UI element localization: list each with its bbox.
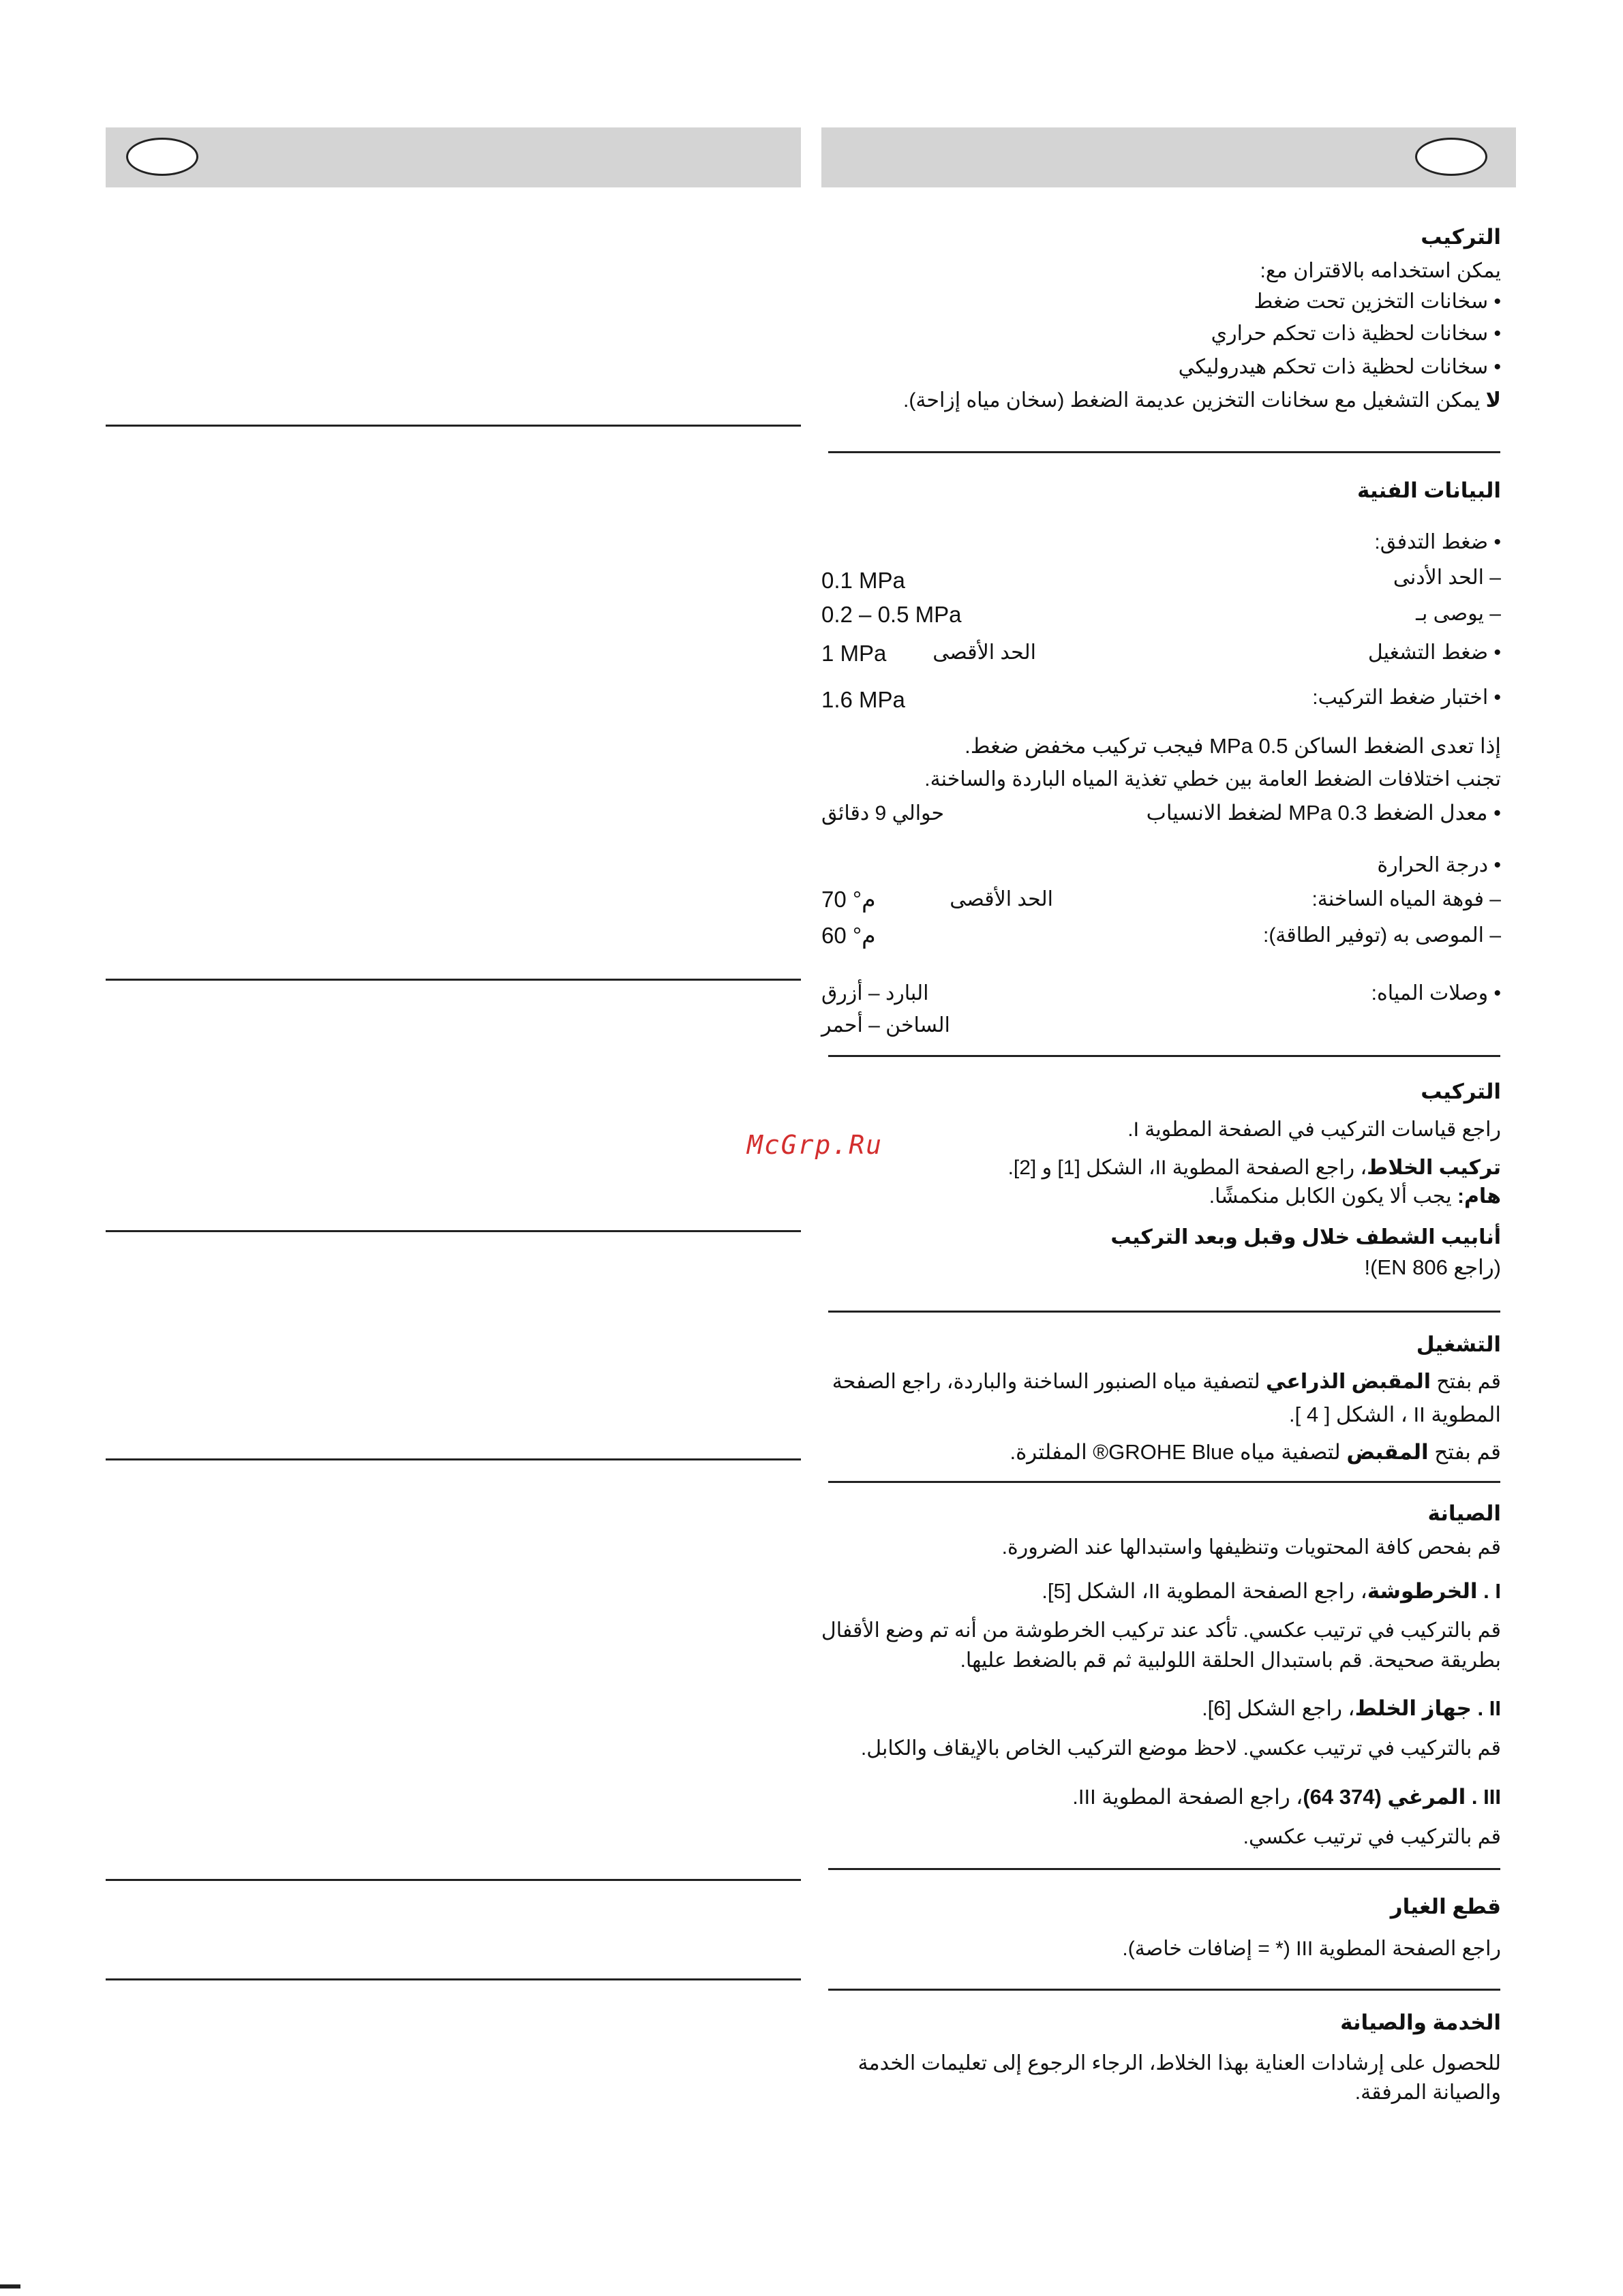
operating-pressure-value: 1 MPa — [821, 641, 887, 666]
watermark: McGrp.Ru — [747, 1130, 883, 1160]
energy-saving-label: – الموصى به (توفير الطاقة): — [1262, 924, 1501, 947]
mounting-title: التركيب — [1421, 1080, 1501, 1103]
left-divider-2 — [106, 979, 801, 981]
left-divider-4 — [106, 1458, 801, 1460]
operation-lever-line — [832, 1370, 1501, 1394]
recommended-pressure-value: 0.2 – 0.5 MPa — [821, 602, 962, 627]
installation-intro: يمكن استخدامه بالاقتران مع: — [1260, 260, 1501, 282]
installation-note — [903, 388, 1501, 413]
hot-water-max-label: الحد الأقصى — [950, 888, 1053, 910]
aerator-heading-text: ، راجع الصفحة المطوية III. — [1072, 1785, 1303, 1809]
static-pressure-note: إذا تعدى الضغط الساكن 0.5 MPa فيجب تركيب مخفض ضغط. — [965, 734, 1501, 758]
test-pressure-value: 1.6 MPa — [821, 687, 905, 712]
aerator-body: قم بالتركيب في ترتيب عكسي. — [1243, 1826, 1501, 1848]
operation-handle-prefix: قم بفتح — [1428, 1440, 1501, 1464]
flow-rate-label: • معدل الضغط 0.3 MPa لضغط الانسياب — [1146, 801, 1501, 825]
left-divider-5 — [106, 1879, 801, 1881]
hot-water-max-value: 70 °م — [821, 887, 876, 912]
service-title: الخدمة والصيانة — [1340, 2010, 1501, 2034]
flow-rate-value: حوالي 9 دقائق — [821, 802, 945, 825]
mounting-dimensions-line: راجع قياسات التركيب في الصفحة المطوية I. — [1127, 1118, 1501, 1141]
aerator-heading-bold: III . المرغي (374 64) — [1303, 1785, 1501, 1809]
left-column-header-band — [106, 127, 801, 187]
language-badge-oval-left — [126, 138, 198, 176]
important-cable-note — [1209, 1184, 1501, 1209]
installation-item: • سخانات التخزين تحت ضغط — [1254, 290, 1501, 313]
cartridge-heading — [1042, 1579, 1501, 1604]
mixing-device-heading-bold: II . جهاز الخلط — [1354, 1696, 1501, 1720]
operation-handle-text: لتصفية مياه GROHE Blue® المفلترة. — [1010, 1440, 1347, 1464]
installation-item: • سخانات لحظية ذات تحكم حراري — [1211, 322, 1501, 345]
service-line: للحصول على إرشادات العناية بهذا الخلاط، الرجاء الرجوع إلى تعليمات الخدمة — [858, 2052, 1501, 2075]
maintenance-intro: قم بفحص كافة المحتويات وتنظيفها واستبدالها عند الضرورة. — [1001, 1536, 1501, 1559]
operation-title: التشغيل — [1416, 1332, 1501, 1356]
installation-note-text: يمكن التشغيل مع سخانات التخزين عديمة الضغط (سخان مياه إزاحة). — [903, 389, 1486, 412]
flush-pipes-line: أنابيب الشطف خلال وقبل وبعد التركيب — [1110, 1226, 1501, 1249]
spare-parts-line: راجع الصفحة المطوية III (* = إضافات خاصة). — [1122, 1938, 1501, 1960]
cold-connection-value: البارد – أزرق — [821, 982, 929, 1005]
installation-item: • سخانات لحظية ذات تحكم هيدروليكي — [1178, 356, 1501, 378]
operation-lever-text: لتصفية مياه الصنبور الساخنة والباردة، راجع الصفحة — [832, 1371, 1266, 1393]
operation-lever-bold: المقبض الذراعي — [1266, 1371, 1431, 1393]
installation-note-bold: لا — [1485, 389, 1501, 412]
flow-pressure-label: • ضغط التدفق: — [1374, 531, 1501, 553]
left-divider-1 — [106, 425, 801, 427]
operation-handle-line — [1010, 1440, 1501, 1465]
important-text: يجب ألا يكون الكابل منكمشًا. — [1209, 1185, 1457, 1208]
tech-data-title: البيانات الفنية — [1357, 478, 1501, 502]
cartridge-heading-text: ، راجع الصفحة المطوية II، الشكل [5]. — [1042, 1579, 1367, 1603]
energy-saving-value: 60 °م — [821, 923, 876, 948]
operation-figure-ref: المطوية II ، الشكل [ 4 ]. — [1288, 1403, 1501, 1426]
min-pressure-value: 0.1 MPa — [821, 568, 905, 593]
important-label: هام: — [1457, 1185, 1501, 1208]
mixer-installation-bold: تركيب الخلاط — [1367, 1157, 1501, 1179]
left-divider-3 — [106, 1230, 801, 1232]
cartridge-heading-bold: I . الخرطوشة — [1367, 1579, 1501, 1603]
test-pressure-label: • اختبار ضغط التركيب: — [1312, 686, 1501, 709]
min-pressure-label: – الحد الأدنى — [1393, 566, 1501, 589]
footer-mark — [0, 2284, 20, 2289]
aerator-heading — [1072, 1785, 1501, 1809]
cartridge-body-line: قم بالتركيب في ترتيب عكسي. تأكد عند تركيب الخرطوشة من أنه تم وضع الأقفال — [821, 1619, 1501, 1642]
mixing-device-heading-text: ، راجع الشكل [6]. — [1202, 1696, 1355, 1720]
mixing-device-body: قم بالتركيب في ترتيب عكسي. لاحظ موضع التركيب الخاص بالإيقاف والكابل. — [860, 1737, 1501, 1760]
arabic-content-column — [821, 0, 1501, 2296]
service-line: والصيانة المرفقة. — [1354, 2081, 1501, 2104]
operating-pressure-max-label: الحد الأقصى — [932, 641, 1036, 664]
installation-title: التركيب — [1421, 225, 1501, 249]
water-connections-label: • وصلات المياه: — [1371, 982, 1501, 1005]
cartridge-body-line: بطريقة صحيحة. قم باستبدال الحلقة اللولبية ثم قم بالضغط عليها. — [960, 1649, 1501, 1672]
mixer-installation-text: ، راجع الصفحة المطوية II، الشكل [1] و [2]. — [1007, 1157, 1367, 1179]
recommended-pressure-label: – يوصى بـ — [1416, 602, 1501, 625]
maintenance-title: الصيانة — [1427, 1501, 1501, 1525]
hot-connection-value: الساخن – أحمر — [821, 1014, 950, 1037]
operation-handle-bold: المقبض — [1346, 1440, 1429, 1464]
mixing-device-heading — [1202, 1696, 1501, 1721]
pressure-difference-note: تجنب اختلافات الضغط العامة بين خطي تغذية المياه الباردة والساخنة. — [924, 768, 1501, 791]
en806-reference: (راجع EN 806)! — [1364, 1255, 1501, 1279]
temperature-label: • درجة الحرارة — [1377, 854, 1501, 876]
hot-water-inlet-label: – فوهة المياه الساخنة: — [1311, 888, 1501, 910]
operating-pressure-label: • ضغط التشغيل — [1367, 641, 1501, 664]
spare-parts-title: قطع الغيار — [1390, 1895, 1501, 1918]
mixer-installation-line — [1008, 1156, 1501, 1180]
left-divider-6 — [106, 1978, 801, 1980]
operation-lever-prefix: قم بفتح — [1431, 1371, 1501, 1393]
